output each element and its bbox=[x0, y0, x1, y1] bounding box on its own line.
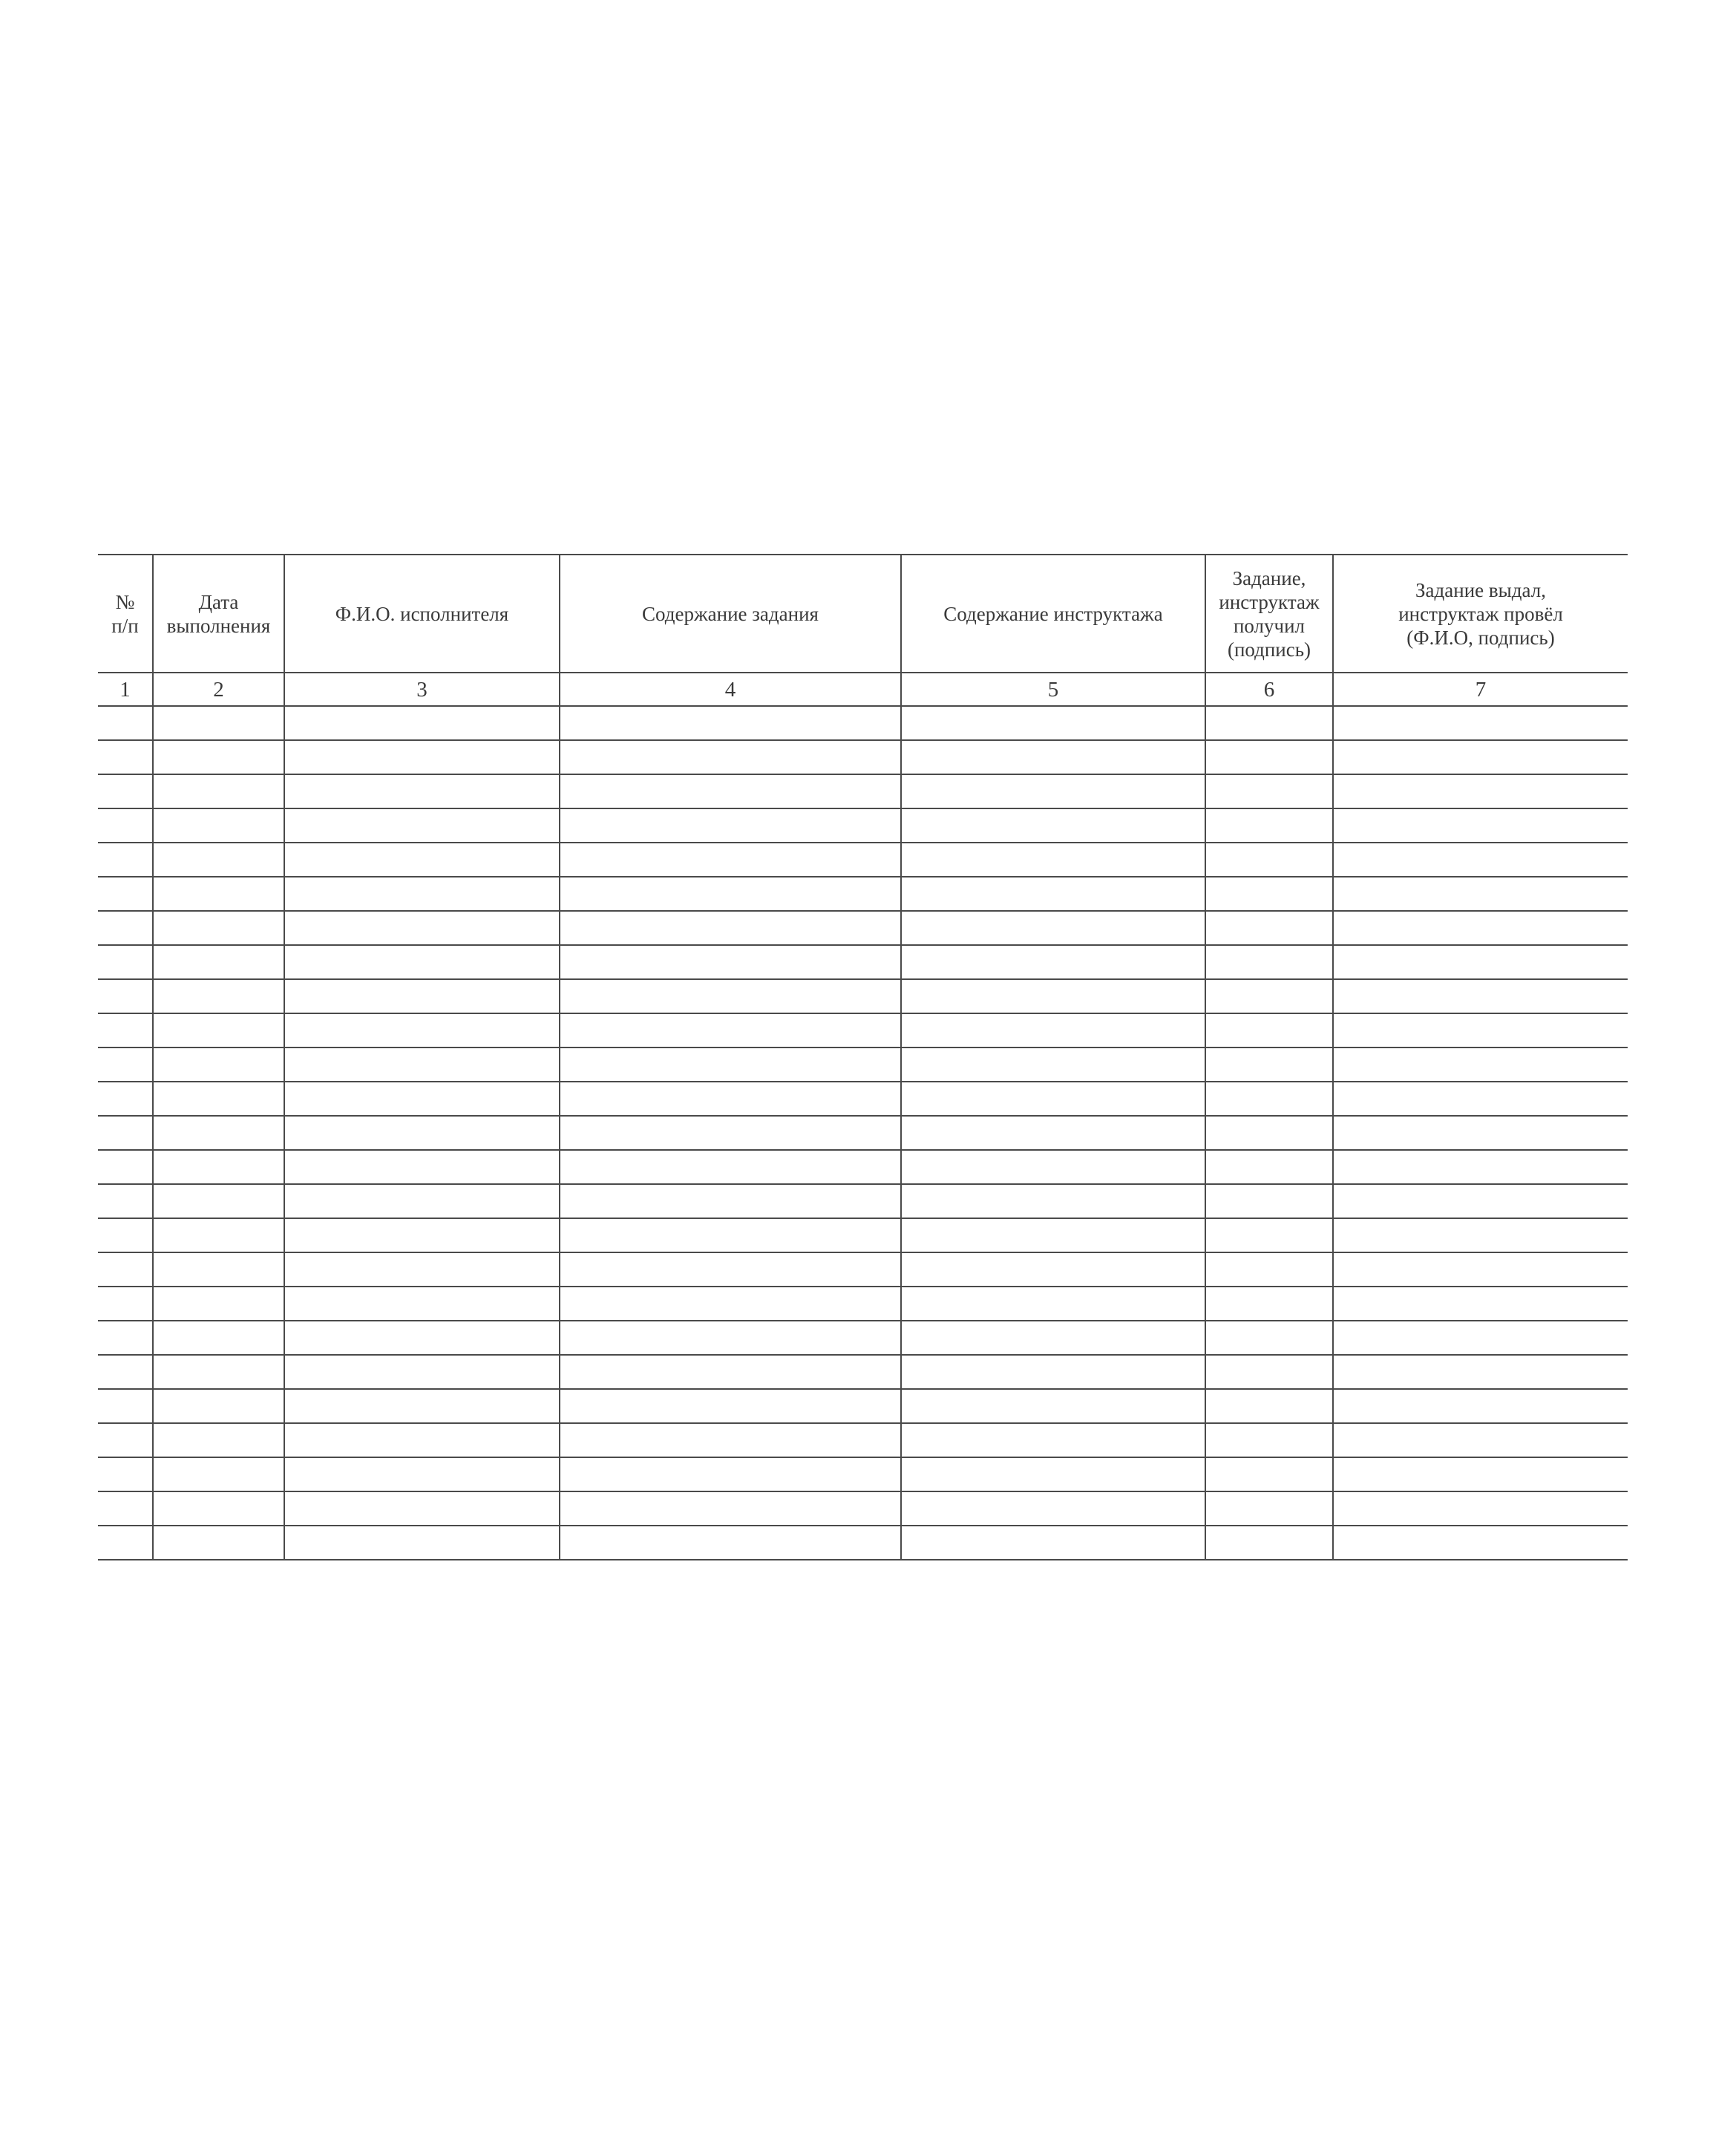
table-cell bbox=[1205, 1355, 1333, 1389]
table-cell bbox=[1205, 706, 1333, 740]
table-cell bbox=[1333, 843, 1628, 877]
header-cell-number: № п/п bbox=[98, 555, 153, 673]
table-cell bbox=[153, 1526, 284, 1560]
table-cell bbox=[1205, 1048, 1333, 1082]
table-cell bbox=[1333, 911, 1628, 945]
table-cell bbox=[284, 1150, 560, 1184]
table-cell bbox=[901, 877, 1205, 911]
table-cell bbox=[1333, 1287, 1628, 1321]
table-row bbox=[98, 1287, 1628, 1321]
table-cell bbox=[284, 1013, 560, 1048]
table-cell bbox=[1205, 1321, 1333, 1355]
table-cell bbox=[560, 1321, 901, 1355]
table-cell bbox=[560, 1423, 901, 1457]
table-cell bbox=[284, 706, 560, 740]
table-row bbox=[98, 1491, 1628, 1526]
table-cell bbox=[98, 1526, 153, 1560]
table-cell bbox=[284, 774, 560, 808]
table-cell bbox=[560, 843, 901, 877]
table-cell bbox=[560, 774, 901, 808]
table-cell bbox=[1333, 1048, 1628, 1082]
table-cell bbox=[98, 1321, 153, 1355]
table-cell bbox=[1205, 911, 1333, 945]
table-row bbox=[98, 979, 1628, 1013]
header-cell-instruction-content: Содержание инструктажа bbox=[901, 555, 1205, 673]
table-cell bbox=[901, 1491, 1205, 1526]
table-cell bbox=[1333, 706, 1628, 740]
table-cell bbox=[560, 1287, 901, 1321]
table-cell bbox=[98, 774, 153, 808]
table-cell bbox=[901, 911, 1205, 945]
table-cell bbox=[284, 1287, 560, 1321]
table-cell bbox=[901, 1116, 1205, 1150]
table-cell bbox=[284, 1048, 560, 1082]
table-cell bbox=[901, 1321, 1205, 1355]
table-cell bbox=[98, 843, 153, 877]
table-cell bbox=[284, 843, 560, 877]
table-cell bbox=[1205, 1184, 1333, 1218]
table-cell bbox=[153, 1389, 284, 1423]
table-cell bbox=[1205, 1423, 1333, 1457]
table-cell bbox=[560, 1252, 901, 1287]
instruction-log-table bbox=[98, 554, 1628, 1560]
table-cell bbox=[1333, 1218, 1628, 1252]
table-cell bbox=[98, 1184, 153, 1218]
table-cell bbox=[153, 1287, 284, 1321]
table-row bbox=[98, 1252, 1628, 1287]
table-cell bbox=[1333, 774, 1628, 808]
table-cell bbox=[1333, 1013, 1628, 1048]
table-row bbox=[98, 1355, 1628, 1389]
table-cell bbox=[98, 808, 153, 843]
table-cell bbox=[901, 1423, 1205, 1457]
table-cell bbox=[901, 1013, 1205, 1048]
table-cell bbox=[98, 911, 153, 945]
table-row bbox=[98, 911, 1628, 945]
table-cell bbox=[284, 877, 560, 911]
table-cell bbox=[98, 740, 153, 774]
table-cell bbox=[1205, 1491, 1333, 1526]
table-cell bbox=[560, 1526, 901, 1560]
table-row bbox=[98, 808, 1628, 843]
table-cell bbox=[1333, 979, 1628, 1013]
table-cell bbox=[153, 808, 284, 843]
table-cell bbox=[1333, 1116, 1628, 1150]
table-cell bbox=[1205, 1150, 1333, 1184]
table-cell bbox=[1205, 877, 1333, 911]
table-cell bbox=[284, 1423, 560, 1457]
table-cell bbox=[560, 1150, 901, 1184]
table-cell bbox=[153, 774, 284, 808]
table-cell bbox=[98, 1116, 153, 1150]
table-cell bbox=[901, 740, 1205, 774]
table-cell bbox=[284, 1321, 560, 1355]
table-cell bbox=[901, 1150, 1205, 1184]
table-cell bbox=[284, 1526, 560, 1560]
table-cell bbox=[153, 706, 284, 740]
table-cell bbox=[560, 1082, 901, 1116]
table-cell bbox=[1205, 1082, 1333, 1116]
table-cell bbox=[1333, 1355, 1628, 1389]
table-cell bbox=[153, 1491, 284, 1526]
table-cell bbox=[1205, 1013, 1333, 1048]
table-cell bbox=[153, 1150, 284, 1184]
table-cell bbox=[284, 1082, 560, 1116]
table-cell bbox=[901, 1355, 1205, 1389]
table-cell bbox=[98, 1457, 153, 1491]
table-cell bbox=[98, 1355, 153, 1389]
table-cell bbox=[284, 945, 560, 979]
column-number-cell: 1 bbox=[98, 673, 153, 706]
table-cell bbox=[284, 1355, 560, 1389]
table-cell bbox=[98, 1013, 153, 1048]
table-cell bbox=[901, 1526, 1205, 1560]
column-number-cell: 3 bbox=[284, 673, 560, 706]
table-cell bbox=[1333, 1457, 1628, 1491]
column-number-cell: 7 bbox=[1333, 673, 1628, 706]
table-row bbox=[98, 1218, 1628, 1252]
header-cell-date: Дата выполнения bbox=[153, 555, 284, 673]
table-row bbox=[98, 1082, 1628, 1116]
table-cell bbox=[1333, 740, 1628, 774]
table-cell bbox=[284, 1116, 560, 1150]
table-row bbox=[98, 1321, 1628, 1355]
table-cell bbox=[1205, 843, 1333, 877]
table-cell bbox=[1333, 1321, 1628, 1355]
table-cell bbox=[560, 1389, 901, 1423]
table-cell bbox=[1205, 1457, 1333, 1491]
table-cell bbox=[901, 1457, 1205, 1491]
table-cell bbox=[1333, 877, 1628, 911]
table-cell bbox=[284, 740, 560, 774]
table-cell bbox=[560, 1013, 901, 1048]
table-cell bbox=[284, 1389, 560, 1423]
column-number-cell: 2 bbox=[153, 673, 284, 706]
table-cell bbox=[560, 808, 901, 843]
table-row bbox=[98, 945, 1628, 979]
table-cell bbox=[560, 1048, 901, 1082]
table-cell bbox=[1333, 1423, 1628, 1457]
table-cell bbox=[1205, 774, 1333, 808]
table-row bbox=[98, 1116, 1628, 1150]
table-cell bbox=[1205, 945, 1333, 979]
table-cell bbox=[901, 774, 1205, 808]
table-row bbox=[98, 1184, 1628, 1218]
table-cell bbox=[153, 1048, 284, 1082]
table-cell bbox=[284, 911, 560, 945]
table-cell bbox=[153, 1116, 284, 1150]
table-cell bbox=[560, 740, 901, 774]
table-cell bbox=[153, 1321, 284, 1355]
table-row bbox=[98, 1389, 1628, 1423]
table-cell bbox=[901, 1218, 1205, 1252]
table-row bbox=[98, 1526, 1628, 1560]
table-cell bbox=[1333, 808, 1628, 843]
table-cell bbox=[98, 1423, 153, 1457]
table-cell bbox=[901, 1287, 1205, 1321]
table-cell bbox=[560, 911, 901, 945]
table-cell bbox=[284, 1218, 560, 1252]
table-cell bbox=[98, 945, 153, 979]
table-cell bbox=[560, 1184, 901, 1218]
table-cell bbox=[1333, 1252, 1628, 1287]
table-cell bbox=[560, 1491, 901, 1526]
column-number-row bbox=[98, 673, 1628, 706]
table-cell bbox=[1205, 979, 1333, 1013]
table-cell bbox=[1333, 1150, 1628, 1184]
table-cell bbox=[153, 843, 284, 877]
table-cell bbox=[1205, 740, 1333, 774]
table-cell bbox=[901, 945, 1205, 979]
table-row bbox=[98, 1423, 1628, 1457]
table-row bbox=[98, 843, 1628, 877]
table-cell bbox=[153, 945, 284, 979]
table-cell bbox=[901, 808, 1205, 843]
table-cell bbox=[153, 911, 284, 945]
table-cell bbox=[98, 1287, 153, 1321]
header-cell-issued-by: Задание выдал, инструктаж провёл (Ф.И.О, подпись) bbox=[1333, 555, 1628, 673]
table-cell bbox=[1205, 1287, 1333, 1321]
table-cell bbox=[153, 740, 284, 774]
table-cell bbox=[901, 1184, 1205, 1218]
header-cell-task-content: Содержание задания bbox=[560, 555, 901, 673]
table-cell bbox=[153, 1013, 284, 1048]
header-cell-executor-name: Ф.И.О. исполнителя bbox=[284, 555, 560, 673]
table-cell bbox=[284, 808, 560, 843]
table-cell bbox=[98, 706, 153, 740]
table-cell bbox=[284, 1491, 560, 1526]
table-row bbox=[98, 1457, 1628, 1491]
table-cell bbox=[1205, 1526, 1333, 1560]
table-cell bbox=[1333, 945, 1628, 979]
table-cell bbox=[153, 1457, 284, 1491]
table-row bbox=[98, 877, 1628, 911]
table-cell bbox=[284, 1252, 560, 1287]
table-cell bbox=[98, 1252, 153, 1287]
table-row bbox=[98, 1150, 1628, 1184]
table-cell bbox=[153, 1355, 284, 1389]
table-cell bbox=[560, 877, 901, 911]
column-number-cell: 4 bbox=[560, 673, 901, 706]
table-cell bbox=[1205, 1218, 1333, 1252]
table-cell bbox=[284, 1457, 560, 1491]
table-cell bbox=[98, 1389, 153, 1423]
table-cell bbox=[153, 1218, 284, 1252]
table-cell bbox=[1205, 1252, 1333, 1287]
table-cell bbox=[901, 843, 1205, 877]
table-cell bbox=[98, 877, 153, 911]
column-number-cell: 5 bbox=[901, 673, 1205, 706]
table-cell bbox=[153, 1423, 284, 1457]
table-row bbox=[98, 706, 1628, 740]
table-cell bbox=[284, 1184, 560, 1218]
table-cell bbox=[98, 1082, 153, 1116]
table-cell bbox=[901, 979, 1205, 1013]
table-cell bbox=[901, 706, 1205, 740]
table-cell bbox=[560, 706, 901, 740]
table-cell bbox=[1333, 1082, 1628, 1116]
table-cell bbox=[560, 945, 901, 979]
table-cell bbox=[98, 1048, 153, 1082]
table-cell bbox=[153, 1252, 284, 1287]
header-cell-received-signature: Задание, инструктаж получил (подпись) bbox=[1205, 555, 1333, 673]
table-cell bbox=[1205, 808, 1333, 843]
table-cell bbox=[560, 1116, 901, 1150]
table-cell bbox=[98, 1218, 153, 1252]
table-cell bbox=[901, 1389, 1205, 1423]
header-row bbox=[98, 555, 1628, 673]
table-cell bbox=[560, 1355, 901, 1389]
table-row bbox=[98, 774, 1628, 808]
table-cell bbox=[98, 1150, 153, 1184]
table-cell bbox=[901, 1252, 1205, 1287]
table-cell bbox=[560, 979, 901, 1013]
table-cell bbox=[901, 1082, 1205, 1116]
table-cell bbox=[1205, 1389, 1333, 1423]
table-cell bbox=[98, 1491, 153, 1526]
table-cell bbox=[153, 877, 284, 911]
table-cell bbox=[153, 1184, 284, 1218]
table-cell bbox=[98, 979, 153, 1013]
table-cell bbox=[1333, 1184, 1628, 1218]
table-cell bbox=[1333, 1389, 1628, 1423]
table-cell bbox=[153, 979, 284, 1013]
table-cell bbox=[153, 1082, 284, 1116]
column-number-cell: 6 bbox=[1205, 673, 1333, 706]
table-cell bbox=[284, 979, 560, 1013]
table-cell bbox=[1333, 1491, 1628, 1526]
table-row bbox=[98, 1013, 1628, 1048]
table-row bbox=[98, 1048, 1628, 1082]
table-cell bbox=[901, 1048, 1205, 1082]
table-cell bbox=[560, 1218, 901, 1252]
table-row bbox=[98, 740, 1628, 774]
table-cell bbox=[560, 1457, 901, 1491]
table-cell bbox=[1205, 1116, 1333, 1150]
table-cell bbox=[1333, 1526, 1628, 1560]
